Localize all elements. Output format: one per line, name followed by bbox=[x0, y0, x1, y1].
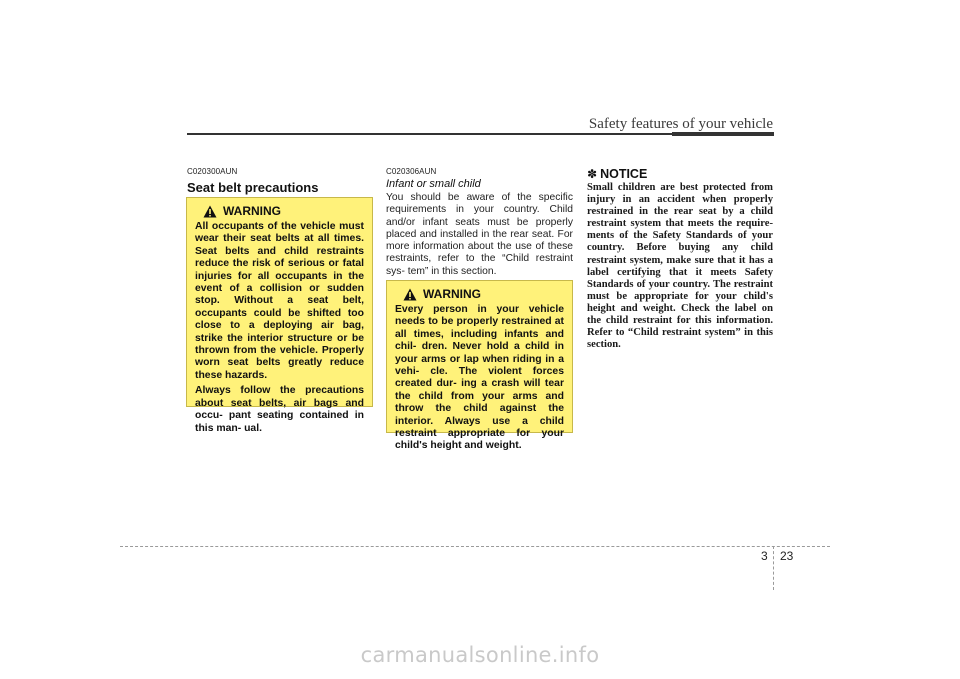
warning-header bbox=[403, 287, 564, 301]
warning-title: WARNING bbox=[423, 287, 481, 301]
notice-text: Small children are best protected from injury in an accident when properly restrained in the rear seat by a child restraint system that meets the require- ments of the Safety Standards of your country. Before buying any child restraint system, make sure that it has a label certifying that it meets Safety Standards of your country. The restraint must be appropriate for your child's height and weight. Check the label on the child restraint for this information. Refer to “Child restraint system” in this section. bbox=[587, 182, 773, 351]
section-code: C020300AUN bbox=[187, 167, 238, 176]
notice-title: NOTICE bbox=[600, 167, 648, 181]
warning-triangle-icon bbox=[403, 288, 417, 301]
warning-box-seat-belts bbox=[186, 197, 373, 434]
running-header: Safety features of your vehicle bbox=[588, 116, 773, 132]
chapter-number: 3 bbox=[761, 549, 768, 563]
section-subheading: Infant or small child bbox=[386, 178, 481, 190]
warning-paragraph: Always follow the precautions about seat belts, air bags and occu- pant seating contained in this man- ual. bbox=[195, 385, 364, 434]
right-column bbox=[587, 167, 773, 351]
page-number: 23 bbox=[780, 549, 794, 563]
section-body: You should be aware of the specific requirements in your country. Child and/or infant seats must be properly placed and installed in the rear seat. For more information about the use of these restraints, refer to the “Child restraint sys- tem” in this section. bbox=[386, 192, 573, 277]
page-number-separator bbox=[773, 546, 774, 590]
warning-box-child bbox=[386, 280, 573, 452]
warning-triangle-icon bbox=[203, 205, 217, 218]
warning-header bbox=[203, 204, 364, 218]
section-code: C020306AUN bbox=[386, 167, 437, 176]
header-rule-accent bbox=[672, 132, 774, 136]
middle-column bbox=[386, 167, 573, 278]
warning-paragraph: Every person in your vehicle needs to be properly restrained at all times, including infants and chil- dren. Never hold a child in your arms or lap when riding in a vehi- cle. The violent forces created dur- ing a crash will tear the child from your arms and throw the child against the interior. Always use a child restraint appropriate for your child's height and weight. bbox=[395, 304, 564, 452]
watermark: carmanualsonline.info bbox=[360, 643, 600, 667]
notice-heading bbox=[587, 167, 773, 181]
footer-rule bbox=[120, 546, 830, 547]
left-column bbox=[187, 167, 373, 195]
warning-title: WARNING bbox=[223, 204, 281, 218]
notice-star-icon: ✽ bbox=[587, 167, 598, 181]
warning-paragraph: All occupants of the vehicle must wear their seat belts at all times. Seat belts and child restraints reduce the risk of serious or fatal injuries for all occupants in the event of a collision or sudden stop. Without a seat belt, occupants could be shifted too close to a deploying air bag, strike the interior structure or be thrown from the vehicle. Properly worn seat belts greatly reduce these hazards. bbox=[195, 221, 364, 381]
section-heading: Seat belt precautions bbox=[187, 180, 319, 195]
